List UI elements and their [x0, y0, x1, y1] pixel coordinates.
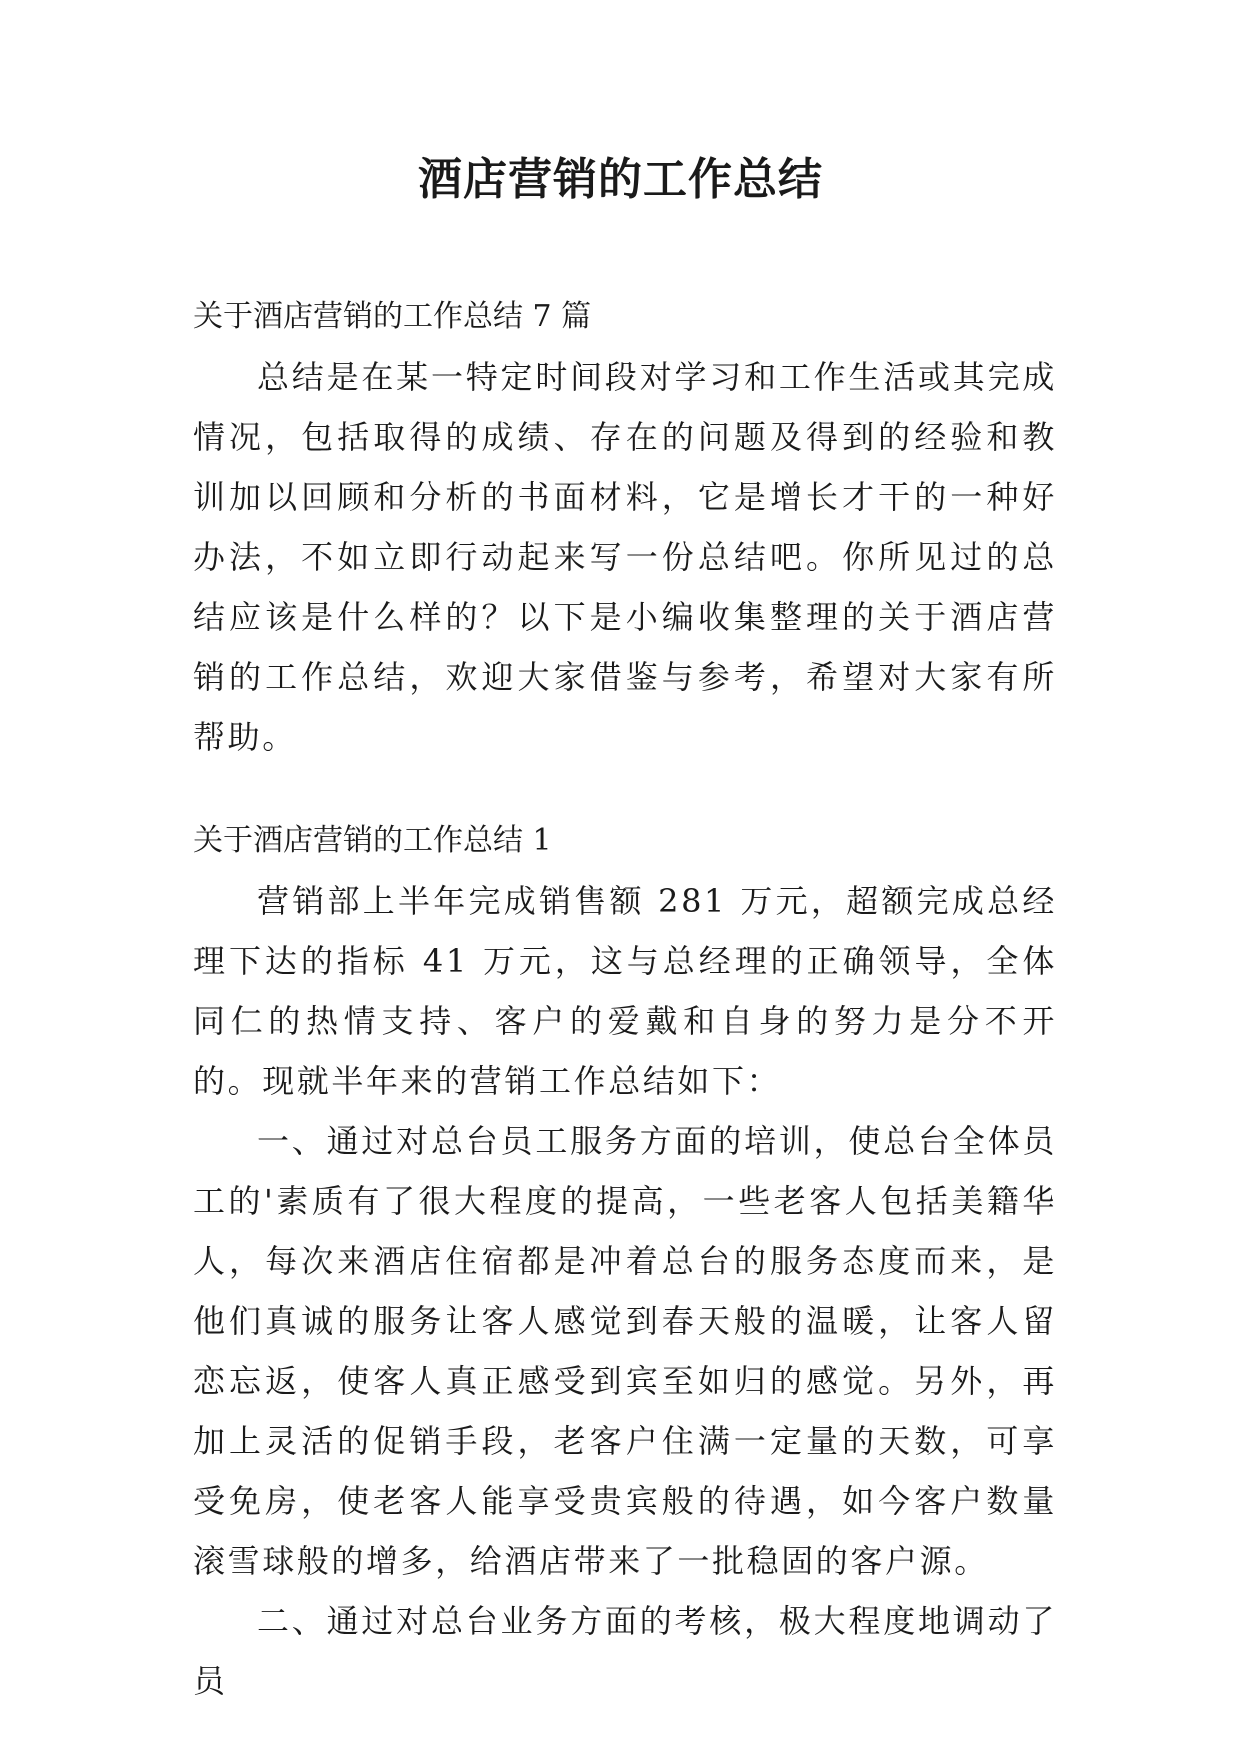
document-title: 酒店营销的工作总结 [418, 154, 823, 205]
document-body [193, 287, 1057, 1711]
paragraph: 营销部上半年完成销售额 281 万元，超额完成总经理下达的指标 41 万元，这与总经理的正确领导，全体同仁的热情支持、客户的爱戴和自身的努力是分不开的。现就半年来的营销工作总结如下： [193, 882, 1057, 1100]
section-intro [193, 287, 1057, 767]
paragraph: 总结是在某一特定时间段对学习和工作生活或其完成情况，包括取得的成绩、存在的问题及得到的经验和教训加以回顾和分析的书面材料，它是增长才干的一种好办法，不如立即行动起来写一份总结吧。你所见过的总结应该是什么样的？以下是小编收集整理的关于酒店营销的工作总结，欢迎大家借鉴与参考，希望对大家有所帮助。 [193, 358, 1057, 756]
section-heading: 关于酒店营销的工作总结 1 [193, 823, 552, 858]
paragraph: 二、通过对总台业务方面的考核，极大程度地调动了员 [193, 1602, 1057, 1700]
section-spacer [193, 767, 1057, 811]
paragraph: 一、通过对总台员工服务方面的培训，使总台全体员工的'素质有了很大程度的提高，一些老客人包括美籍华人，每次来酒店住宿都是冲着总台的服务态度而来，是他们真诚的服务让客人感觉到春天般的温暖，让客人留恋忘返，使客人真正感受到宾至如归的感觉。另外，再加上灵活的促销手段，老客户住满一定量的天数，可享受免房，使老客人能享受贵宾般的待遇，如今客户数量滚雪球般的增多，给酒店带来了一批稳固的客户源。 [193, 1122, 1057, 1580]
section-heading: 关于酒店营销的工作总结 7 篇 [193, 299, 592, 334]
section-summary-1 [193, 811, 1057, 1711]
